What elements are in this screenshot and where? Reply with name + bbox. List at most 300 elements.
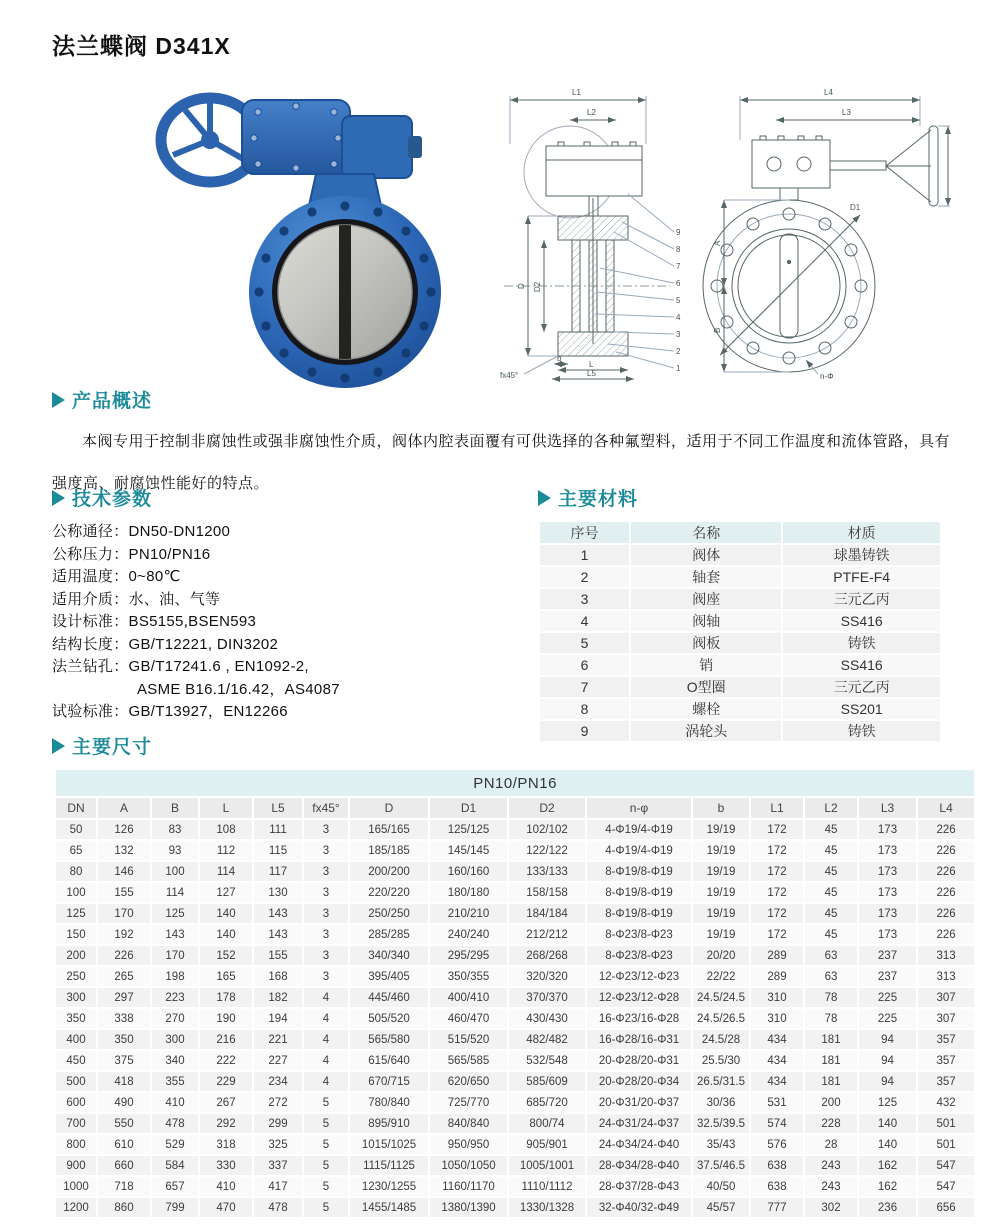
table-cell: 501 (918, 1114, 974, 1133)
table-cell: 576 (751, 1135, 803, 1154)
table-cell: 237 (859, 946, 916, 965)
table-cell: 140 (200, 925, 252, 944)
table-cell: 150 (56, 925, 96, 944)
table-cell: 200 (56, 946, 96, 965)
table-cell: 130 (254, 883, 302, 902)
table-cell: 638 (751, 1156, 803, 1175)
table-cell: 152 (200, 946, 252, 965)
table-row (56, 925, 974, 944)
table-cell: 16-Φ23/16-Φ28 (587, 1009, 691, 1028)
table-cell: 172 (751, 841, 803, 860)
table-row (540, 589, 940, 609)
table-cell: 178 (200, 988, 252, 1007)
valve-product-photo (150, 80, 450, 388)
table-cell: 780/840 (350, 1093, 428, 1112)
table-cell: 1 (540, 545, 629, 565)
table-cell: 1005/1001 (509, 1156, 585, 1175)
dimensions-heading-text: 主要尺寸 (72, 737, 153, 758)
table-cell: SS416 (783, 655, 940, 675)
materials-table (538, 520, 942, 743)
table-cell: 78 (805, 988, 857, 1007)
table-cell: 165 (200, 967, 252, 986)
table-cell: 132 (98, 841, 150, 860)
table-cell: 172 (751, 862, 803, 881)
table-cell: 478 (152, 1114, 198, 1133)
table-cell: 237 (859, 967, 916, 986)
table-cell: 125 (152, 904, 198, 923)
table-cell: 574 (751, 1114, 803, 1133)
table-cell: 阀轴 (631, 611, 781, 631)
pressure-group-row (56, 770, 974, 796)
svg-text:4: 4 (676, 313, 681, 322)
table-cell: 球墨铸铁 (783, 545, 940, 565)
table-cell: 610 (98, 1135, 150, 1154)
table-cell: 226 (918, 883, 974, 902)
table-cell: 172 (751, 904, 803, 923)
table-cell: 297 (98, 988, 150, 1007)
column-header: L4 (918, 798, 974, 818)
svg-text:6: 6 (676, 279, 681, 288)
table-cell: 1330/1328 (509, 1198, 585, 1217)
svg-text:1: 1 (676, 364, 681, 373)
table-cell: 470 (200, 1198, 252, 1217)
table-cell: 铸铁 (783, 633, 940, 653)
table-cell: 3 (304, 841, 348, 860)
pressure-group-header: PN10/PN16 (56, 770, 974, 796)
table-cell: 5 (304, 1135, 348, 1154)
table-cell: 434 (751, 1030, 803, 1049)
table-cell: 350/355 (430, 967, 507, 986)
table-row (56, 883, 974, 902)
table-cell: 5 (540, 633, 629, 653)
table-cell: 895/910 (350, 1114, 428, 1133)
table-cell: 250/250 (350, 904, 428, 923)
table-cell: 299 (254, 1114, 302, 1133)
table-cell: 173 (859, 925, 916, 944)
table-cell: 133/133 (509, 862, 585, 881)
materials-body (540, 545, 940, 741)
table-cell: 45/57 (693, 1198, 749, 1217)
table-cell: 140 (200, 904, 252, 923)
table-cell: 销 (631, 655, 781, 675)
table-cell: 24-Φ34/24-Φ40 (587, 1135, 691, 1154)
table-cell: 340 (152, 1051, 198, 1070)
table-cell: 65 (56, 841, 96, 860)
table-cell: 114 (152, 883, 198, 902)
table-cell: 221 (254, 1030, 302, 1049)
table-row (540, 677, 940, 697)
section-marker-icon (52, 738, 65, 754)
table-cell: 83 (152, 820, 198, 839)
tech-params-heading (52, 484, 522, 511)
table-cell: 100 (152, 862, 198, 881)
table-row (56, 841, 974, 860)
table-cell: 4 (304, 1072, 348, 1091)
table-row (540, 567, 940, 587)
svg-text:L2: L2 (587, 108, 596, 117)
table-row (56, 862, 974, 881)
table-cell: 3 (304, 967, 348, 986)
column-header: B (152, 798, 198, 818)
table-cell: 222 (200, 1051, 252, 1070)
column-header: b (693, 798, 749, 818)
table-cell: 799 (152, 1198, 198, 1217)
materials-heading (538, 484, 962, 511)
table-row (56, 967, 974, 986)
table-cell: 840/840 (430, 1114, 507, 1133)
table-cell: 173 (859, 820, 916, 839)
table-cell: 143 (254, 904, 302, 923)
table-cell: 93 (152, 841, 198, 860)
table-cell: 307 (918, 988, 974, 1007)
param-row (52, 589, 522, 612)
table-row (56, 1198, 974, 1217)
table-cell: 410 (200, 1177, 252, 1196)
table-cell: 181 (805, 1051, 857, 1070)
table-cell: 228 (805, 1114, 857, 1133)
table-cell: 37.5/46.5 (693, 1156, 749, 1175)
table-cell: 267 (200, 1093, 252, 1112)
table-cell: 410 (152, 1093, 198, 1112)
table-cell: 173 (859, 841, 916, 860)
table-cell: 19/19 (693, 820, 749, 839)
table-row (56, 1177, 974, 1196)
table-cell: 265 (98, 967, 150, 986)
table-cell: 400 (56, 1030, 96, 1049)
table-cell: 307 (918, 1009, 974, 1028)
table-cell: 300 (56, 988, 96, 1007)
table-cell: 800 (56, 1135, 96, 1154)
table-cell: 162 (859, 1177, 916, 1196)
table-cell: 181 (805, 1072, 857, 1091)
param-row (52, 634, 522, 657)
table-cell: 8-Φ23/8-Φ23 (587, 946, 691, 965)
column-header: L5 (254, 798, 302, 818)
dimensions-header-row (56, 798, 974, 818)
table-cell: 3 (540, 589, 629, 609)
overview-heading-text: 产品概述 (72, 391, 153, 412)
table-cell: 350 (56, 1009, 96, 1028)
tech-params-heading-text: 技术参数 (72, 489, 153, 510)
param-label: 试验标准： (52, 703, 129, 720)
param-label: 公称压力： (52, 545, 129, 563)
column-header: DN (56, 798, 96, 818)
table-cell: 146 (98, 862, 150, 881)
table-cell: 45 (805, 925, 857, 944)
table-cell: 515/520 (430, 1030, 507, 1049)
table-cell: 220/220 (350, 883, 428, 902)
table-cell: 94 (859, 1072, 916, 1091)
table-cell: 285/285 (350, 925, 428, 944)
table-cell: 126 (98, 820, 150, 839)
table-row (540, 611, 940, 631)
table-cell: 355 (152, 1072, 198, 1091)
column-header: D (350, 798, 428, 818)
table-cell: 7 (540, 677, 629, 697)
table-cell: 5 (304, 1093, 348, 1112)
table-cell: 125 (56, 904, 96, 923)
table-row (56, 1030, 974, 1049)
overview-body: 本阀专用于控制非腐蚀性或强非腐蚀性介质，阀体内腔表面覆有可供选择的各种氟塑料，适用于不同工作温度和流体管路，具有强度高、耐腐蚀性能好的特点。 (52, 433, 951, 492)
table-cell: 240/240 (430, 925, 507, 944)
param-row (52, 611, 522, 634)
table-cell: 4-Φ19/4-Φ19 (587, 841, 691, 860)
table-cell: PTFE-F4 (783, 567, 940, 587)
table-cell: 450 (56, 1051, 96, 1070)
table-cell: 45 (805, 904, 857, 923)
svg-text:D2: D2 (533, 281, 542, 292)
table-cell: 20-Φ31/20-Φ37 (587, 1093, 691, 1112)
column-header: 名称 (631, 522, 781, 543)
table-cell: 5 (304, 1156, 348, 1175)
table-cell: 165/165 (350, 820, 428, 839)
table-cell: 100 (56, 883, 96, 902)
table-cell: 547 (918, 1156, 974, 1175)
column-header: L3 (859, 798, 916, 818)
table-cell: 24-Φ31/24-Φ37 (587, 1114, 691, 1133)
table-cell: 1380/1390 (430, 1198, 507, 1217)
table-cell: 460/470 (430, 1009, 507, 1028)
table-cell: 轴套 (631, 567, 781, 587)
table-cell: 45 (805, 841, 857, 860)
table-cell: 1455/1485 (350, 1198, 428, 1217)
table-cell: 313 (918, 946, 974, 965)
table-cell: 800/74 (509, 1114, 585, 1133)
table-cell: 180/180 (430, 883, 507, 902)
table-cell: 225 (859, 988, 916, 1007)
table-cell: 337 (254, 1156, 302, 1175)
table-cell: 24.5/26.5 (693, 1009, 749, 1028)
param-value: GB/T12221, DIN3202 (128, 635, 279, 653)
table-cell: 289 (751, 967, 803, 986)
table-cell: 657 (152, 1177, 198, 1196)
table-cell: 325 (254, 1135, 302, 1154)
table-cell: 310 (751, 988, 803, 1007)
table-cell: 45 (805, 820, 857, 839)
column-header: 序号 (540, 522, 629, 543)
table-cell: 20-Φ28/20-Φ31 (587, 1051, 691, 1070)
table-cell: 45 (805, 883, 857, 902)
table-cell: 3 (304, 883, 348, 902)
table-cell: 505/520 (350, 1009, 428, 1028)
table-cell: 3 (304, 925, 348, 944)
table-cell: 338 (98, 1009, 150, 1028)
table-row (56, 1093, 974, 1112)
table-cell: 1200 (56, 1198, 96, 1217)
svg-text:7: 7 (676, 262, 681, 271)
table-cell: 173 (859, 904, 916, 923)
table-cell: 268/268 (509, 946, 585, 965)
table-cell: 45 (805, 862, 857, 881)
table-cell: 185/185 (350, 841, 428, 860)
table-row (56, 1156, 974, 1175)
dimensions-body (56, 820, 974, 1217)
table-cell: 182 (254, 988, 302, 1007)
table-cell: 4-Φ19/4-Φ19 (587, 820, 691, 839)
dimension-drawing (488, 82, 962, 382)
table-cell: 950/950 (430, 1135, 507, 1154)
table-cell: 289 (751, 946, 803, 965)
table-cell: 418 (98, 1072, 150, 1091)
table-cell: 226 (918, 925, 974, 944)
table-cell: 313 (918, 967, 974, 986)
table-cell: 3 (304, 904, 348, 923)
table-row (56, 1114, 974, 1133)
table-cell: 117 (254, 862, 302, 881)
tech-params-list (52, 521, 522, 724)
table-cell: 140 (859, 1114, 916, 1133)
table-cell: 2 (540, 567, 629, 587)
tech-params-section (52, 484, 522, 724)
table-cell: 140 (859, 1135, 916, 1154)
table-cell: 227 (254, 1051, 302, 1070)
param-value: 水、油、气等 (128, 590, 221, 608)
table-cell: 162 (859, 1156, 916, 1175)
table-row (56, 1135, 974, 1154)
table-cell: 656 (918, 1198, 974, 1217)
table-cell: 172 (751, 925, 803, 944)
param-value: GB/T13927，EN12266 (128, 703, 288, 720)
table-cell: 24.5/24.5 (693, 988, 749, 1007)
table-cell: 24.5/28 (693, 1030, 749, 1049)
table-cell: 4 (304, 1051, 348, 1070)
table-cell: 210/210 (430, 904, 507, 923)
disc-shaft (339, 220, 351, 366)
table-cell: 114 (200, 862, 252, 881)
table-cell: 638 (751, 1177, 803, 1196)
table-cell: 310 (751, 1009, 803, 1028)
dimensions-heading (52, 732, 952, 759)
table-cell: 300 (152, 1030, 198, 1049)
table-cell: 155 (254, 946, 302, 965)
table-cell: 600 (56, 1093, 96, 1112)
param-label: 结构长度： (52, 635, 129, 653)
svg-text:D1: D1 (850, 203, 861, 212)
table-cell: 565/585 (430, 1051, 507, 1070)
table-cell: 阀板 (631, 633, 781, 653)
table-cell: 168 (254, 967, 302, 986)
table-cell: 阀座 (631, 589, 781, 609)
table-cell: 550 (98, 1114, 150, 1133)
table-cell: 4 (304, 1030, 348, 1049)
svg-text:b: b (557, 354, 562, 363)
svg-text:L4: L4 (824, 88, 833, 97)
table-cell: 212/212 (509, 925, 585, 944)
table-cell: 19/19 (693, 883, 749, 902)
table-cell: 1015/1025 (350, 1135, 428, 1154)
table-cell: 8-Φ19/8-Φ19 (587, 883, 691, 902)
table-cell: 434 (751, 1072, 803, 1091)
table-cell: 565/580 (350, 1030, 428, 1049)
svg-text:L: L (589, 360, 594, 369)
overview-heading (52, 386, 952, 413)
table-cell: 501 (918, 1135, 974, 1154)
section-marker-icon (538, 490, 551, 506)
table-row (56, 1009, 974, 1028)
svg-text:5: 5 (676, 296, 681, 305)
section-marker-icon (52, 490, 65, 506)
table-cell: 226 (918, 862, 974, 881)
table-cell: 445/460 (350, 988, 428, 1007)
table-cell: 125/125 (430, 820, 507, 839)
table-cell: 94 (859, 1051, 916, 1070)
table-cell: 20/20 (693, 946, 749, 965)
table-cell: 143 (254, 925, 302, 944)
table-cell: 5 (304, 1114, 348, 1133)
table-cell: 584 (152, 1156, 198, 1175)
table-cell: 223 (152, 988, 198, 1007)
table-cell: 500 (56, 1072, 96, 1091)
table-cell: 1230/1255 (350, 1177, 428, 1196)
table-cell: 184/184 (509, 904, 585, 923)
table-cell: 229 (200, 1072, 252, 1091)
table-cell: 490 (98, 1093, 150, 1112)
param-value: GB/T17241.6 , EN1092-2, (128, 658, 309, 675)
column-header: L (200, 798, 252, 818)
materials-heading-text: 主要材料 (558, 489, 639, 510)
table-cell: 阀体 (631, 545, 781, 565)
table-cell: 涡轮头 (631, 721, 781, 741)
table-cell: 190 (200, 1009, 252, 1028)
table-cell: 111 (254, 820, 302, 839)
table-cell: 6 (540, 655, 629, 675)
table-cell: 531 (751, 1093, 803, 1112)
table-cell: 108 (200, 820, 252, 839)
table-cell: 900 (56, 1156, 96, 1175)
param-label: 设计标准： (52, 613, 129, 630)
table-cell: 615/640 (350, 1051, 428, 1070)
param-row (52, 521, 522, 544)
table-cell: 8-Φ19/8-Φ19 (587, 862, 691, 881)
page-title: 法兰蝶阀 D341X (52, 33, 231, 59)
table-cell: 三元乙丙 (783, 589, 940, 609)
table-cell: 357 (918, 1051, 974, 1070)
table-cell: 32-Φ40/32-Φ49 (587, 1198, 691, 1217)
section-marker-icon (52, 392, 65, 408)
table-cell: 532/548 (509, 1051, 585, 1070)
table-cell: 3 (304, 820, 348, 839)
table-cell: 370/370 (509, 988, 585, 1007)
table-row (540, 633, 940, 653)
table-cell: 28-Φ34/28-Φ40 (587, 1156, 691, 1175)
table-cell: 181 (805, 1030, 857, 1049)
table-cell: 8 (540, 699, 629, 719)
table-cell: 685/720 (509, 1093, 585, 1112)
table-cell: 3 (304, 862, 348, 881)
table-cell: 19/19 (693, 904, 749, 923)
column-header: fx45° (304, 798, 348, 818)
table-cell: 216 (200, 1030, 252, 1049)
table-cell: 80 (56, 862, 96, 881)
table-cell: 243 (805, 1177, 857, 1196)
table-row (56, 820, 974, 839)
table-cell: 270 (152, 1009, 198, 1028)
table-cell: 234 (254, 1072, 302, 1091)
table-cell: 12-Φ23/12-Φ28 (587, 988, 691, 1007)
table-cell: 417 (254, 1177, 302, 1196)
table-cell: 5 (304, 1198, 348, 1217)
param-row (52, 656, 522, 679)
svg-text:L1: L1 (572, 88, 581, 97)
table-cell: 22/22 (693, 967, 749, 986)
table-cell: 173 (859, 862, 916, 881)
table-cell: 30/36 (693, 1093, 749, 1112)
table-cell: 250 (56, 967, 96, 986)
table-cell: 430/430 (509, 1009, 585, 1028)
column-header: 材质 (783, 522, 940, 543)
svg-text:A: A (713, 240, 722, 246)
table-cell: 26.5/31.5 (693, 1072, 749, 1091)
